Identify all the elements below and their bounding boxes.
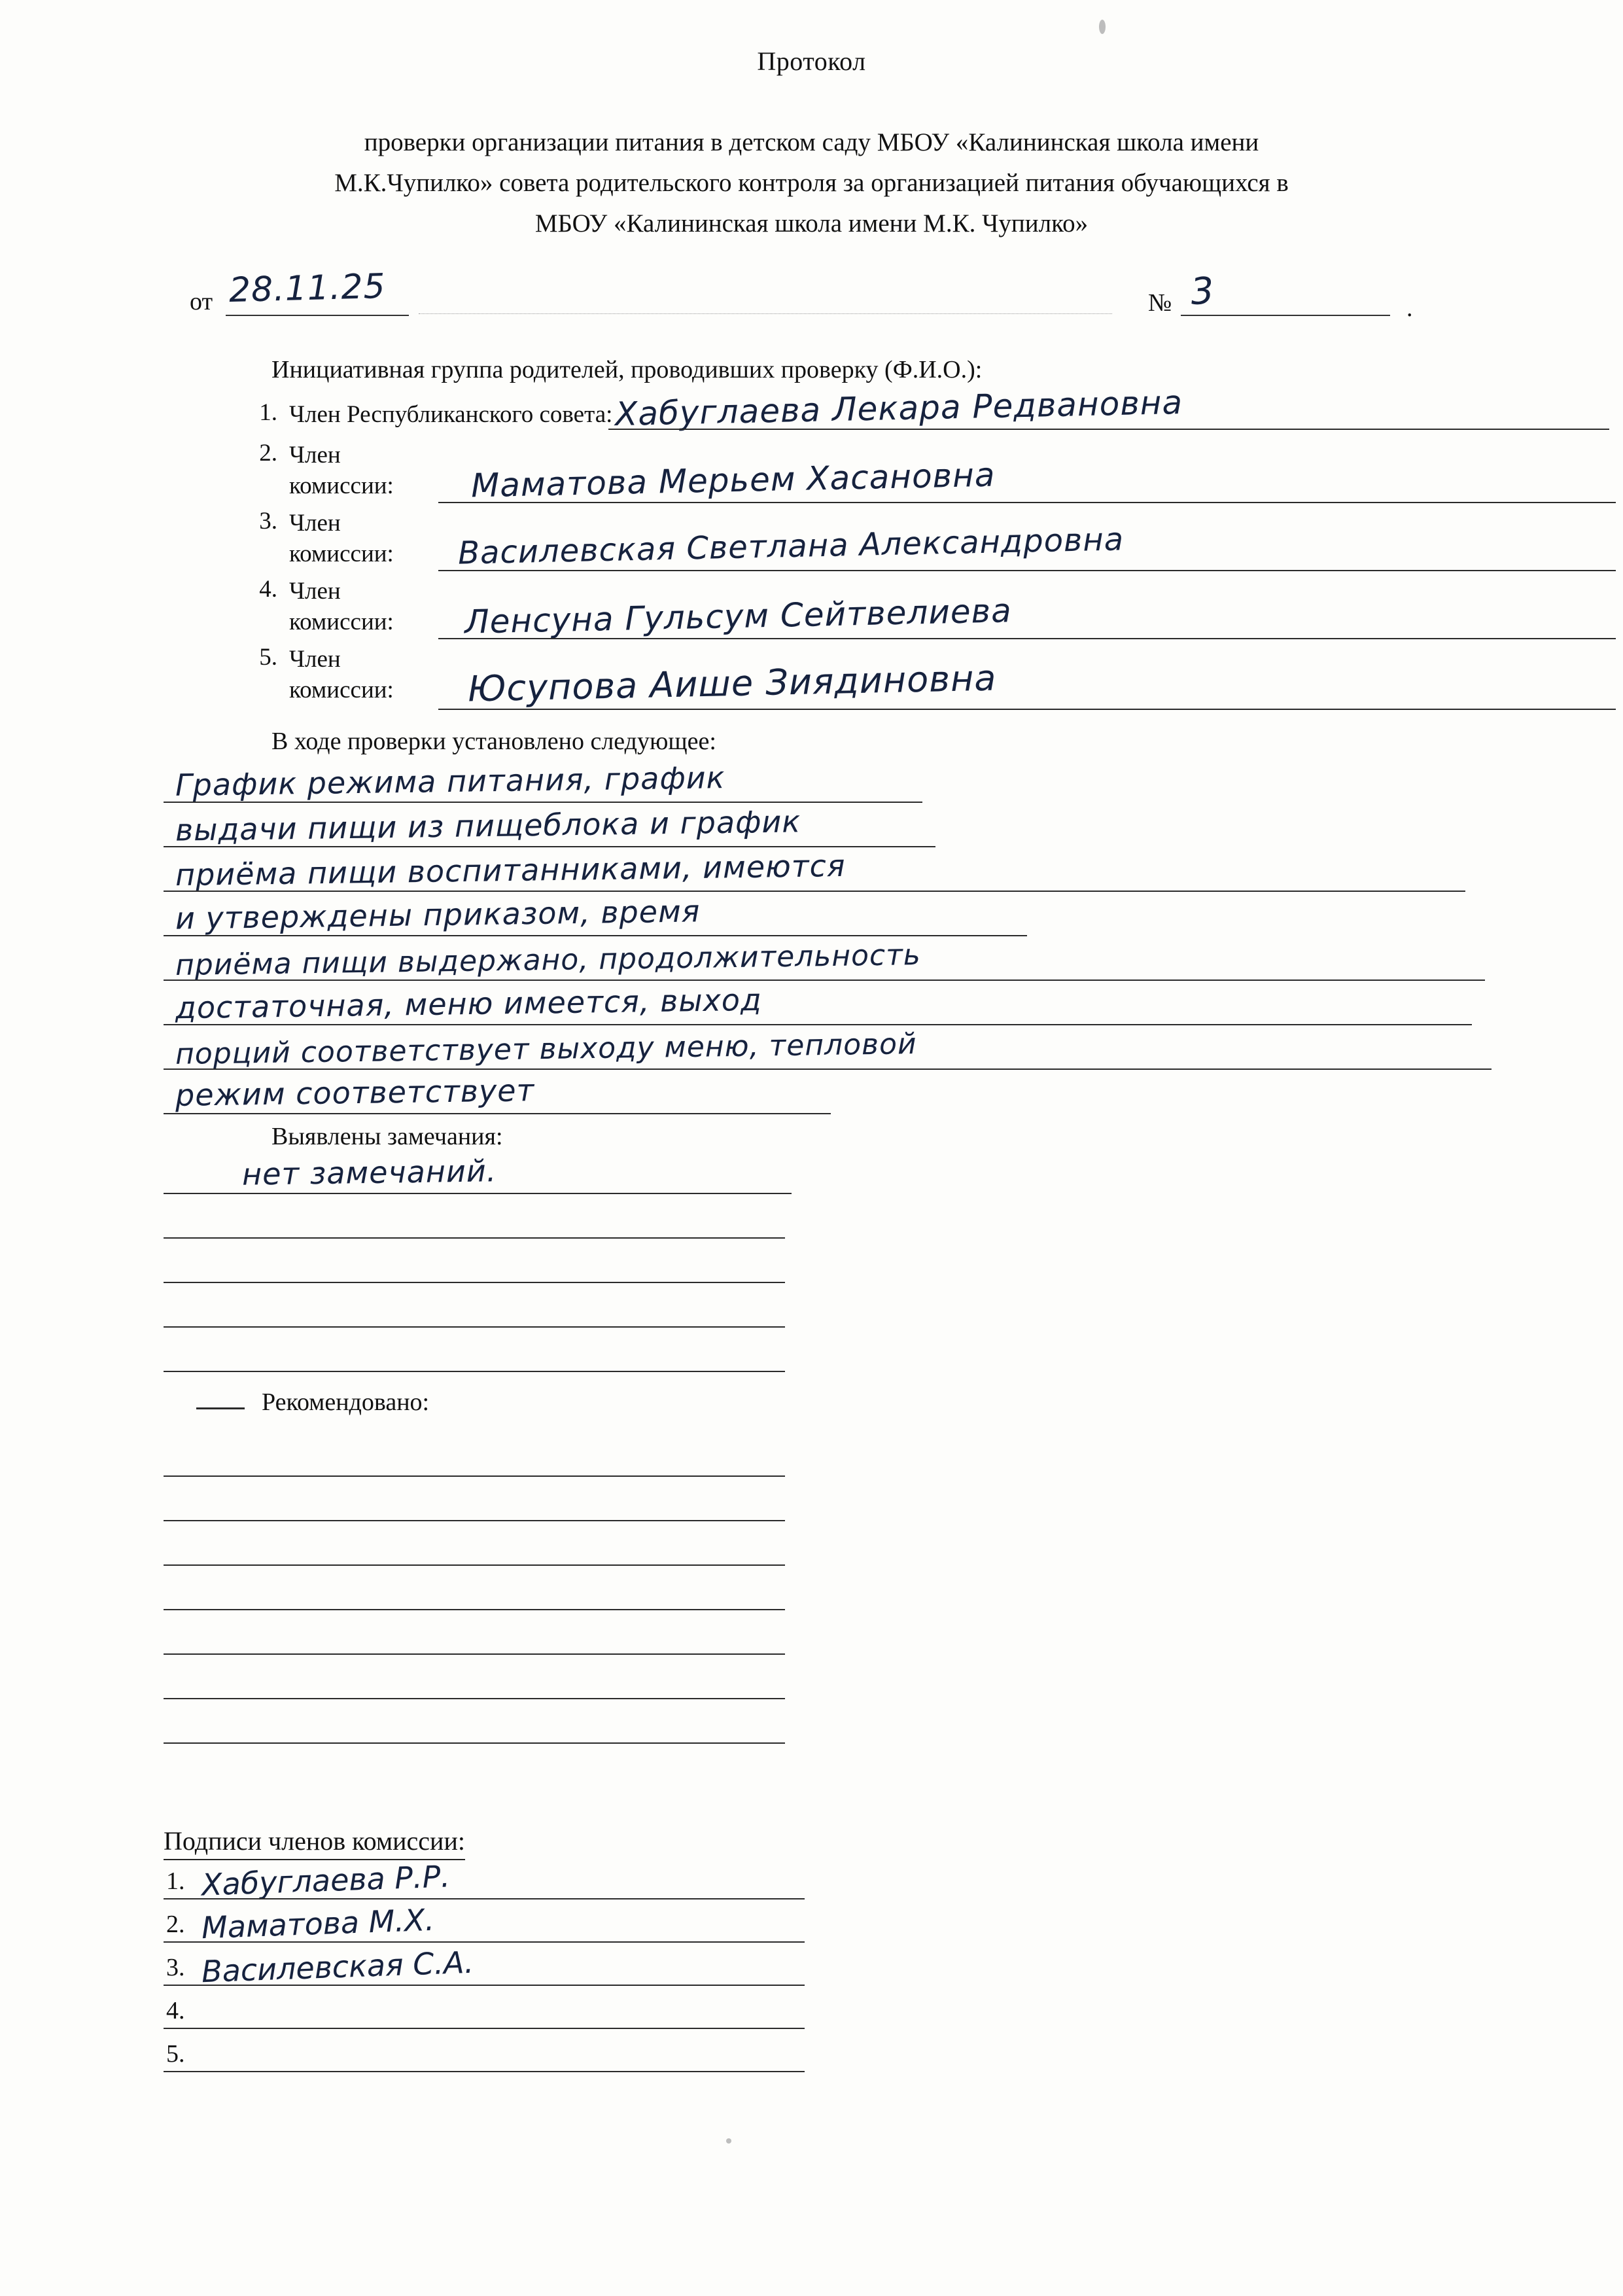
signature-row — [164, 1903, 805, 1947]
signature-index: 1. — [166, 1867, 185, 1895]
dotted-filler — [419, 313, 1112, 314]
signatures-title: Подписи членов комиссии: — [164, 1826, 465, 1860]
findings-text: выдачи пищи из пищеблока и график — [175, 804, 801, 848]
members-list — [242, 383, 1623, 713]
findings-line — [164, 1074, 1511, 1118]
member-label: Член — [289, 442, 341, 468]
findings-text: приёма пищи воспитанниками, имеются — [175, 847, 846, 893]
remarks-text: нет замечаний. — [241, 1153, 497, 1192]
findings-line — [164, 1029, 1511, 1074]
member-label: Член — [289, 646, 341, 673]
writing-rule — [164, 1698, 785, 1699]
signature-index: 2. — [166, 1911, 185, 1938]
writing-rule — [164, 1898, 805, 1899]
member-index: 1. — [259, 399, 277, 426]
subtitle-line-1: проверки организации питания в детском саду МБОУ «Калининская школа имени — [364, 128, 1259, 156]
writing-rule — [164, 1609, 785, 1610]
findings-text: достаточная, меню имеется, выход — [175, 981, 763, 1026]
findings-text: и утверждены приказом, время — [175, 893, 701, 936]
date-and-number-row — [0, 266, 1623, 333]
remarks-block — [164, 1154, 1511, 1376]
signature-mark: Маматова М.Х. — [201, 1901, 435, 1946]
member-index: 4. — [259, 576, 277, 603]
findings-line — [164, 762, 1511, 807]
signature-row — [164, 1860, 805, 1903]
recommendations-dash-mark — [196, 1407, 245, 1409]
signature-mark: Василевская С.А. — [201, 1944, 474, 1990]
member-label-second-line: комиссии: — [289, 472, 394, 499]
number-label: № — [1148, 289, 1172, 317]
remarks-line — [164, 1287, 1511, 1332]
writing-rule — [164, 2028, 805, 2029]
member-label: Член Республиканского совета: — [289, 401, 613, 428]
number-trailing-dot: . — [1406, 294, 1413, 322]
subtitle-line-3: МБОУ «Калининская школа имени М.К. Чупилко» — [534, 209, 1089, 238]
member-handwriting: Василевская Светлана Александровна — [457, 521, 1125, 572]
signature-row — [164, 1944, 805, 1990]
list-item — [242, 575, 1623, 641]
recommendations-line — [164, 1436, 1511, 1481]
date-value: 28.11.25 — [228, 266, 387, 311]
member-label: Член — [289, 510, 341, 537]
member-label-second-line: комиссии: — [289, 609, 394, 635]
writing-rule — [164, 1069, 1492, 1070]
member-index: 2. — [259, 440, 277, 467]
writing-rule — [164, 802, 922, 803]
remarks-line — [164, 1243, 1511, 1287]
writing-rule — [164, 1520, 785, 1521]
recommendations-line — [164, 1481, 1511, 1525]
writing-rule — [164, 1742, 785, 1744]
number-value: 3 — [1189, 269, 1216, 314]
findings-line — [164, 847, 1511, 896]
writing-rule — [164, 1475, 785, 1477]
writing-rule — [164, 1113, 831, 1114]
list-item — [242, 643, 1623, 713]
signature-index: 4. — [166, 1997, 185, 2024]
list-item — [242, 507, 1623, 573]
member-label-second-line: комиссии: — [289, 677, 394, 703]
signature-index: 3. — [166, 1954, 185, 1981]
group-intro-text: Инициативная группа родителей, проводивших проверку (Ф.И.О.): — [271, 356, 983, 383]
list-item — [242, 383, 1623, 436]
scan-speck — [726, 2138, 731, 2144]
writing-rule — [164, 1653, 785, 1655]
member-index: 5. — [259, 644, 277, 671]
member-rule — [438, 570, 1616, 571]
number-underline — [1181, 315, 1390, 316]
member-handwriting: Хабуглаева Лекара Редвановна — [614, 383, 1183, 434]
recommendations-block — [164, 1436, 1511, 1748]
member-label: Член — [289, 578, 341, 605]
signature-mark: Хабуглаева Р.Р. — [201, 1858, 451, 1903]
writing-rule — [164, 1237, 785, 1239]
findings-text: порций соответствует выходу меню, тепловой — [175, 1027, 917, 1071]
findings-label: В ходе проверки установлено следующее: — [271, 728, 716, 755]
recommendations-line — [164, 1614, 1511, 1659]
findings-line — [164, 893, 1511, 940]
recommendations-line — [164, 1659, 1511, 1703]
findings-text: приёма пищи выдержано, продолжительность — [175, 938, 922, 982]
writing-rule — [164, 2071, 805, 2072]
writing-rule — [164, 1282, 785, 1283]
remarks-line — [164, 1198, 1511, 1243]
signatures-block — [164, 1826, 805, 2076]
findings-line — [164, 981, 1511, 1029]
recommendations-label: Рекомендовано: — [262, 1388, 430, 1416]
member-rule — [608, 429, 1609, 430]
writing-rule — [164, 1193, 792, 1194]
member-rule — [438, 709, 1616, 710]
writing-rule — [164, 1326, 785, 1328]
scan-speck — [1099, 20, 1106, 34]
member-rule — [438, 502, 1616, 503]
recommendations-line — [164, 1703, 1511, 1748]
list-item — [242, 439, 1623, 504]
writing-rule — [164, 891, 1465, 892]
findings-line — [164, 940, 1511, 985]
findings-text: режим соответствует — [175, 1072, 535, 1113]
writing-rule — [164, 846, 935, 847]
member-index: 3. — [259, 508, 277, 535]
writing-rule — [164, 1371, 785, 1372]
remarks-line — [164, 1154, 1511, 1198]
findings-line — [164, 804, 1511, 851]
date-underline — [226, 315, 409, 316]
remarks-label: Выявлены замечания: — [271, 1123, 503, 1150]
findings-text: График режима питания, график — [175, 760, 725, 803]
page-title: Протокол — [757, 46, 866, 76]
writing-rule — [164, 980, 1485, 981]
recommendations-line — [164, 1525, 1511, 1570]
recommendations-line — [164, 1570, 1511, 1614]
writing-rule — [164, 1564, 785, 1566]
signature-row — [164, 2033, 805, 2076]
document-subtitle — [190, 122, 1433, 244]
member-handwriting: Маматова Мерьем Хасановна — [470, 455, 996, 505]
member-handwriting: Ленсуна Гульсум Сейтвелиева — [464, 592, 1013, 641]
member-rule — [438, 638, 1616, 639]
member-label-second-line: комиссии: — [289, 540, 394, 567]
findings-block — [164, 762, 1511, 1118]
writing-rule — [164, 935, 1027, 936]
writing-rule — [164, 1941, 805, 1943]
member-handwriting: Юсупова Аише Зиядиновна — [467, 657, 997, 710]
subtitle-line-2: М.К.Чупилко» совета родительского контроля за организацией питания обучающихся в — [334, 169, 1289, 197]
writing-rule — [164, 1985, 805, 1986]
date-label: от — [190, 288, 213, 315]
remarks-line — [164, 1332, 1511, 1376]
writing-rule — [164, 1024, 1472, 1025]
signature-row — [164, 1990, 805, 2033]
signature-index: 5. — [166, 2040, 185, 2068]
